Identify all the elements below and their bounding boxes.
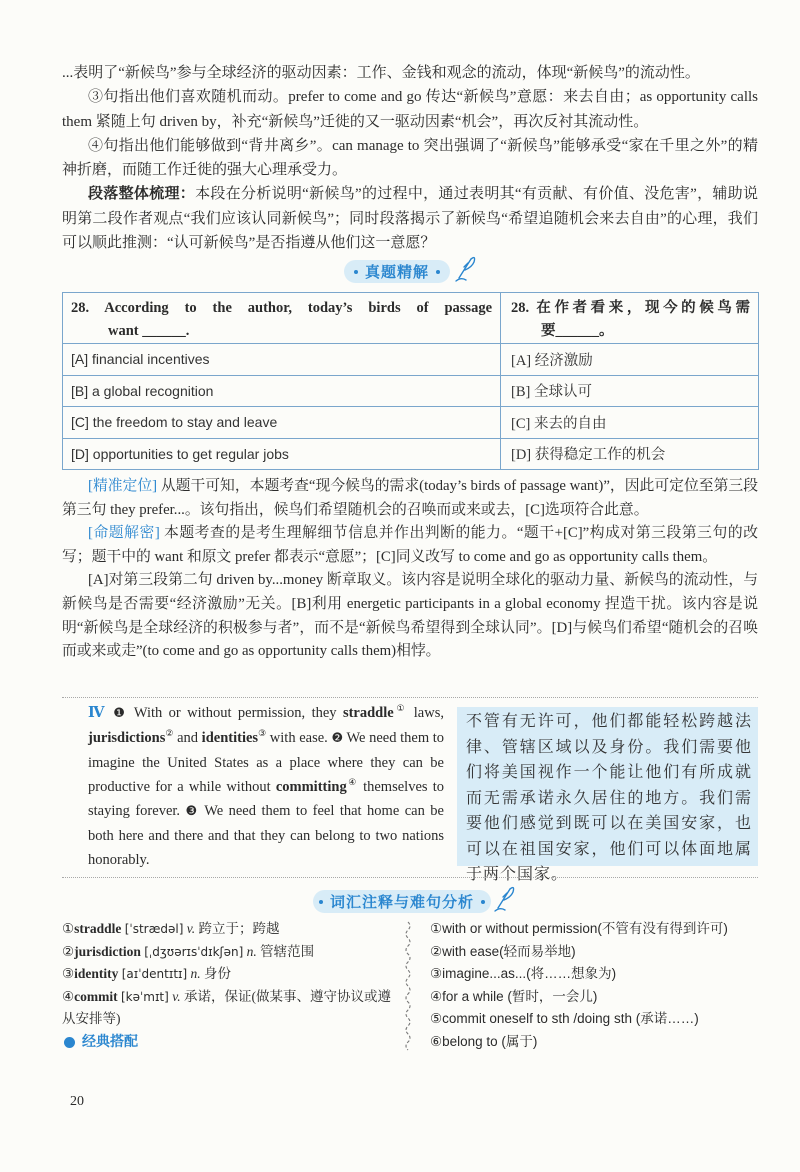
classic-collocations-text: 经典搭配 [82, 1034, 138, 1050]
vocab-word: commit [74, 988, 118, 1004]
phrase-item: ④for a while (暂时，一会儿) [430, 988, 598, 1004]
stem-zh-line: 要______。 [541, 322, 614, 339]
sentence-number: ❷ [331, 731, 344, 746]
sentence-number: ❸ [185, 804, 199, 819]
vocab-number: ① [62, 921, 75, 936]
vocab-part-of-speech: n. [190, 966, 201, 981]
keyword: identities [201, 730, 259, 746]
phrase-item: ②with ease(轻而易举地) [430, 943, 576, 959]
vocab-phonetic: [kəˈmɪt] [120, 989, 169, 1004]
option-c-zh: [C] 来去的自由 [501, 407, 759, 439]
footnote-mark: ④ [346, 778, 358, 789]
passage-segment: We need them to feel that home can be both here and there and that they can belong to two nations honorably. [88, 803, 444, 868]
vocab-word: jurisdiction [74, 943, 141, 959]
passage-segment: laws, [407, 705, 444, 721]
question-decoding [62, 522, 758, 569]
phrase-item: ⑥belong to (属于) [430, 1033, 538, 1049]
keyword: committing [275, 779, 347, 795]
header-dot-left [354, 270, 358, 274]
passage-segment: and [173, 730, 202, 746]
sentence-analysis [62, 61, 758, 255]
sentence-number: ❶ [113, 706, 128, 721]
vocab-word: identity [74, 966, 119, 981]
option-a-zh: [A] 经济激励 [501, 344, 759, 376]
keyword: straddle [342, 705, 394, 721]
option-row-d [63, 438, 759, 470]
header-dot-right [436, 270, 440, 274]
section-header-exam-analysis [344, 260, 450, 283]
phrase-item: ①with or without permission(不管有没有得到许可) [430, 921, 728, 936]
passage-segment: We need them to imagine the United States as a place where they can be productive for a while without [88, 730, 445, 795]
bullet-dot-icon [64, 1037, 75, 1048]
stem-en-line: want ______. [108, 322, 190, 339]
section-header-vocabulary [313, 890, 491, 913]
vocab-meaning: 身份 [204, 966, 232, 981]
question-decoding-text: 本题考查的是考生理解细节信息并作出判断的能力。“题干+[C]”构成对第三段第三句的改写；题干中的 want 和原文 prefer 都表示“意愿”；[C]同义改写 to come and go as opportunity calls them。 [62, 525, 758, 565]
option-d-en: [D] opportunities to get regular jobs [63, 438, 501, 470]
option-a-en: [A] financial incentives [63, 344, 501, 376]
footnote-mark: ③ [258, 729, 267, 740]
vocab-number: ③ [62, 966, 75, 981]
vocab-phonetic: [aɪˈdentɪtɪ] [121, 967, 188, 981]
dotted-divider [62, 697, 758, 698]
paragraph-summary-label: 段落整体梳理： [88, 186, 196, 203]
pen-icon [454, 254, 476, 282]
phrase-item: ③imagine...as...(将……想象为) [430, 966, 617, 981]
vocab-phonetic: [ˈstrædəl] [124, 922, 184, 936]
option-row-a [63, 344, 759, 376]
passage-translation: 不管有无许可，他们都能轻松跨越法律、管辖区域以及身份。我们需要他们将美国视作一个能让他们有所成就而无需承诺永久居住的地方。我们需要他们感觉到既可以在美国安家，也可以在祖国安家，他们可以体面地属于两个国家。 [466, 713, 752, 883]
passage-translation-box [457, 707, 758, 883]
analysis-continuation: ...表明了“新候鸟”参与全球经济的驱动因素：工作、金钱和观念的流动，体现“新候鸟”的流动性。 [62, 65, 700, 81]
difficult-sentence-phrases [430, 918, 758, 1053]
option-b-zh: [B] 全球认可 [501, 375, 759, 407]
vocab-meaning: 跨立于；跨越 [198, 921, 280, 936]
precise-location-text: 从题干可知，本题考查“现今候鸟的需求(today’s birds of passage want)”，因此可定位至第三段第三句 they prefer...。该句指出，候鸟们希望随机会的召唤而或来或去，[C]选项符合此意。 [62, 478, 758, 518]
pen-icon [493, 884, 515, 912]
dotted-divider [62, 877, 758, 878]
paragraph-numeral: Ⅳ [88, 705, 108, 721]
vocab-part-of-speech: v. [186, 921, 196, 936]
question-table [62, 292, 759, 470]
paragraph-summary [62, 182, 758, 255]
vocab-item [62, 986, 394, 1031]
wavy-divider [402, 920, 414, 1054]
distractor-analysis: [A]对第三段第二句 driven by...money 断章取义。该内容是说明全球化的驱动力量、新候鸟的流动性，与新候鸟是否需要“经济激励”无关。[B]利用 energetic participants in a global economy 捏造干扰。该内容是说明“新候鸟是全球经济的积极参与者”，而不是“新候鸟希望得到全球认同”。[D]与候鸟们希望“随机会的召唤而或来或走”(to come and go as opportunity calls them)相悖。 [62, 572, 758, 660]
keyword: jurisdictions [88, 730, 166, 746]
passage-segment: With or without permission, they [127, 705, 343, 721]
vocab-meaning: 管辖范围 [260, 943, 315, 959]
passage-paragraph-4 [88, 701, 444, 872]
vocab-item [62, 918, 394, 941]
vocab-phonetic: [ˌdʒʊərɪsˈdɪkʃən] [144, 944, 244, 959]
option-b-en: [B] a global recognition [63, 375, 501, 407]
vocab-item [62, 941, 394, 964]
passage-segment: themselves to staying forever. [88, 779, 444, 819]
classic-collocations-label [62, 1032, 394, 1055]
option-row-c [63, 407, 759, 439]
vocab-item [62, 963, 394, 986]
vocab-number: ② [62, 943, 75, 959]
phrase-item: ⑤commit oneself to sth /doing sth (承诺……) [430, 1011, 699, 1026]
precise-location [62, 475, 758, 522]
precise-location-label: [精准定位] [88, 478, 158, 494]
question-stem-zh [501, 293, 759, 344]
vocab-number: ④ [62, 988, 75, 1004]
analysis-sentence-3: ③句指出他们喜欢随机而动。prefer to come and go 传达“新候鸟”意愿：来去自由；as opportunity calls them 紧随上句 driven by，补充“新候鸟”迁徙的又一驱动因素“机会”，再次反衬其流动性。 [62, 89, 758, 130]
analysis-sentence-4: ④句指出他们能够做到“背井离乡”。can manage to 突出强调了“新候鸟”能够承受“家在千里之外”的精神折磨，而随工作迁徙的强大心理承受力。 [62, 137, 758, 179]
option-row-b [63, 375, 759, 407]
option-c-en: [C] the freedom to stay and leave [63, 407, 501, 439]
section-header-title: 真题精解 [364, 265, 429, 281]
stem-en-line: 28. According to the author, today’s birds of passage [71, 299, 492, 316]
header-dot-right [481, 900, 485, 904]
paragraph-summary-text: 本段在分析说明“新候鸟”的过程中，通过表明其“有贡献、有价值、没危害”，辅助说明第二段作者观点“我们应该认同新候鸟”；同时段落揭示了新候鸟“希望追随机会来去自由”的心理，我们可以顺此推测：“认可新候鸟”是否指遵从他们这一意愿？ [62, 186, 758, 252]
vocabulary-notes [62, 918, 394, 1054]
stem-zh-line: 28. 在作者看来，现今的候鸟需 [511, 299, 750, 316]
page-number: 20 [70, 1094, 84, 1109]
question-decoding-label: [命题解密] [88, 525, 160, 542]
vocab-meaning: 承诺，保证(做某事、遵守协议或遵从安排等) [62, 988, 391, 1026]
header-dot-left [319, 900, 323, 904]
question-stem-row [63, 293, 759, 344]
footnote-mark: ① [393, 704, 408, 715]
vocab-word: straddle [74, 921, 122, 936]
passage-segment: with ease. [266, 730, 332, 746]
vocab-part-of-speech: n. [246, 943, 257, 959]
vocab-part-of-speech: v. [172, 988, 181, 1004]
question-stem-en [63, 293, 501, 344]
footnote-mark: ② [165, 729, 174, 740]
section-header-title: 词汇注释与难句分析 [329, 895, 474, 911]
option-d-zh: [D] 获得稳定工作的机会 [501, 438, 759, 470]
answer-explanation [62, 475, 758, 664]
